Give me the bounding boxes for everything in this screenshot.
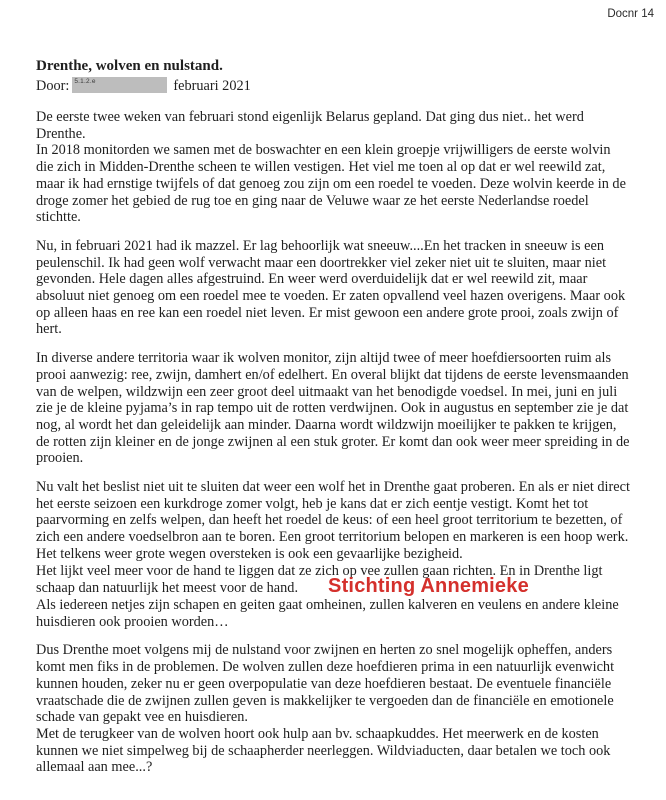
text-run: Nu, in februari 2021 had ik mazzel. Er lag behoorlijk wat sneeuw....En het tracken in sneeuw is een peulenschil. Ik had geen wolf verwacht maar een doortrekker viel zeker niet uit te sluiten, maar niet gevonden. Hele dagen alles afgestruind. En weer werd overduidelijk dat er wel reewild zit, maar absoluut niet genoeg om een roedel mee te voeden. Er zaten opvallend veel hazen overigens. Maar ook op alleen haas en ree kan een roedel niet leven. Er mist gewoon een andere grote prooi, zoals zwijn of hert.	[36, 237, 626, 338]
document-title: Drenthe, wolven en nulstand.	[36, 58, 223, 74]
redaction-box	[72, 77, 167, 93]
document-number: Docnr 14	[607, 8, 654, 20]
text-run: Nu valt het beslist niet uit te sluiten dat weer een wolf het in Drenthe gaat proberen. En als er niet direct het eerste seizoen een kurkdroge zomer volgt, heb je kans dat er zich eentje vestigt. Komt het tot paarvorming en zelfs welpen, dan heeft het roedel de keus: of een heel groot territorium te bezetten, of zich een andere voedselbron aan te boren. Een groot territorium belopen en markeren is een hoop werk. Het telkens weer grote wegen oversteken is ook een gevaarlijke bezigheid.	[36, 479, 630, 562]
text-run: In 2018 monitorden we samen met de boswachter en een klein groepje vrijwilligers de eerste wolvin die zich in Midden-Drenthe scheen te willen vestigen. Het viel me toen al op dat er wel reewild zat, maar ik had ernstige twijfels of dat genoeg zou zijn om een roedel te voeden. Deze wolvin keerde in de droge zomer het gebied de rug toe en ging naar de Veluwe waar ze het eerste Nederlandse roedel stichtte.	[36, 142, 626, 226]
paragraph	[36, 238, 630, 338]
paragraph	[36, 479, 630, 630]
byline-date: februari 2021	[173, 78, 251, 94]
byline	[36, 77, 630, 95]
text-run: Met de terugkeer van de wolven hoort ook hulp aan bv. schaapkuddes. Het meerwerk en de kosten kunnen we niet simpelweg bij de schaapherder neerleggen. Wildviaducten, daar betalen we toch ook allemaal aan mee...?	[36, 725, 611, 776]
text-run: Dus Drenthe moet volgens mij de nulstand voor zwijnen en herten zo snel mogelijk opheffen, anders komt men fiks in de problemen. De wolven zullen deze hoefdieren prima in een natuurlijk evenwicht kunnen houden, zeker nu er geen overpopulatie van deze hoefdieren bestaat. De eventuele financiële vraatschade die de zwijnen zullen geven is makkelijker te vergoeden dan de financiële en emotionele schade van gepakt vee en huisdieren.	[36, 642, 615, 726]
document-body	[36, 57, 630, 776]
watermark-stamp: Stichting Annemieke	[328, 575, 529, 598]
paragraph-container	[36, 109, 630, 776]
text-run: Het lijkt veel meer voor de hand te liggen dat ze zich op vee zullen gaan richten. En in Drenthe ligt schaap dan natuurlijk het meest voor de hand.	[36, 562, 603, 597]
paragraph	[36, 109, 630, 226]
text-run: In diverse andere territoria waar ik wolven monitor, zijn altijd twee of meer hoefdiersoorten ruim als prooi aanwezig: ree, zwijn, damhert en/of edelhert. En overal blijkt dat tijdens de eerste levensmaanden van de welpen, wildzwijn een zeer groot deel uitmaakt van het benodigde voedsel. In mei, juni en juli zie je de kleine pyjama’s in rap tempo uit de rotten verdwijnen. Ook in augustus en september zie je dat nog, al wordt het dan geleidelijk aan minder. Daarna wordt wildzwijn moeilijker te pakken te krijgen, de rotten zijn kleiner en de jonge zwijnen al een stuk groter. Er komt dan ook weer meer spreiding in de prooien.	[36, 350, 630, 467]
paragraph	[36, 350, 630, 467]
redaction-code-label: 5.1.2.e	[74, 78, 96, 85]
text-run: Als iedereen netjes zijn schapen en geiten gaat omheinen, zullen kalveren en veulens en andere kleine huisdieren ook prooien worden…	[36, 596, 619, 630]
paragraph	[36, 642, 630, 776]
byline-label: Door:	[36, 78, 70, 94]
text-run: De eerste twee weken van februari stond eigenlijk Belarus gepland. Dat ging dus niet.. het werd Drenthe.	[36, 109, 584, 142]
